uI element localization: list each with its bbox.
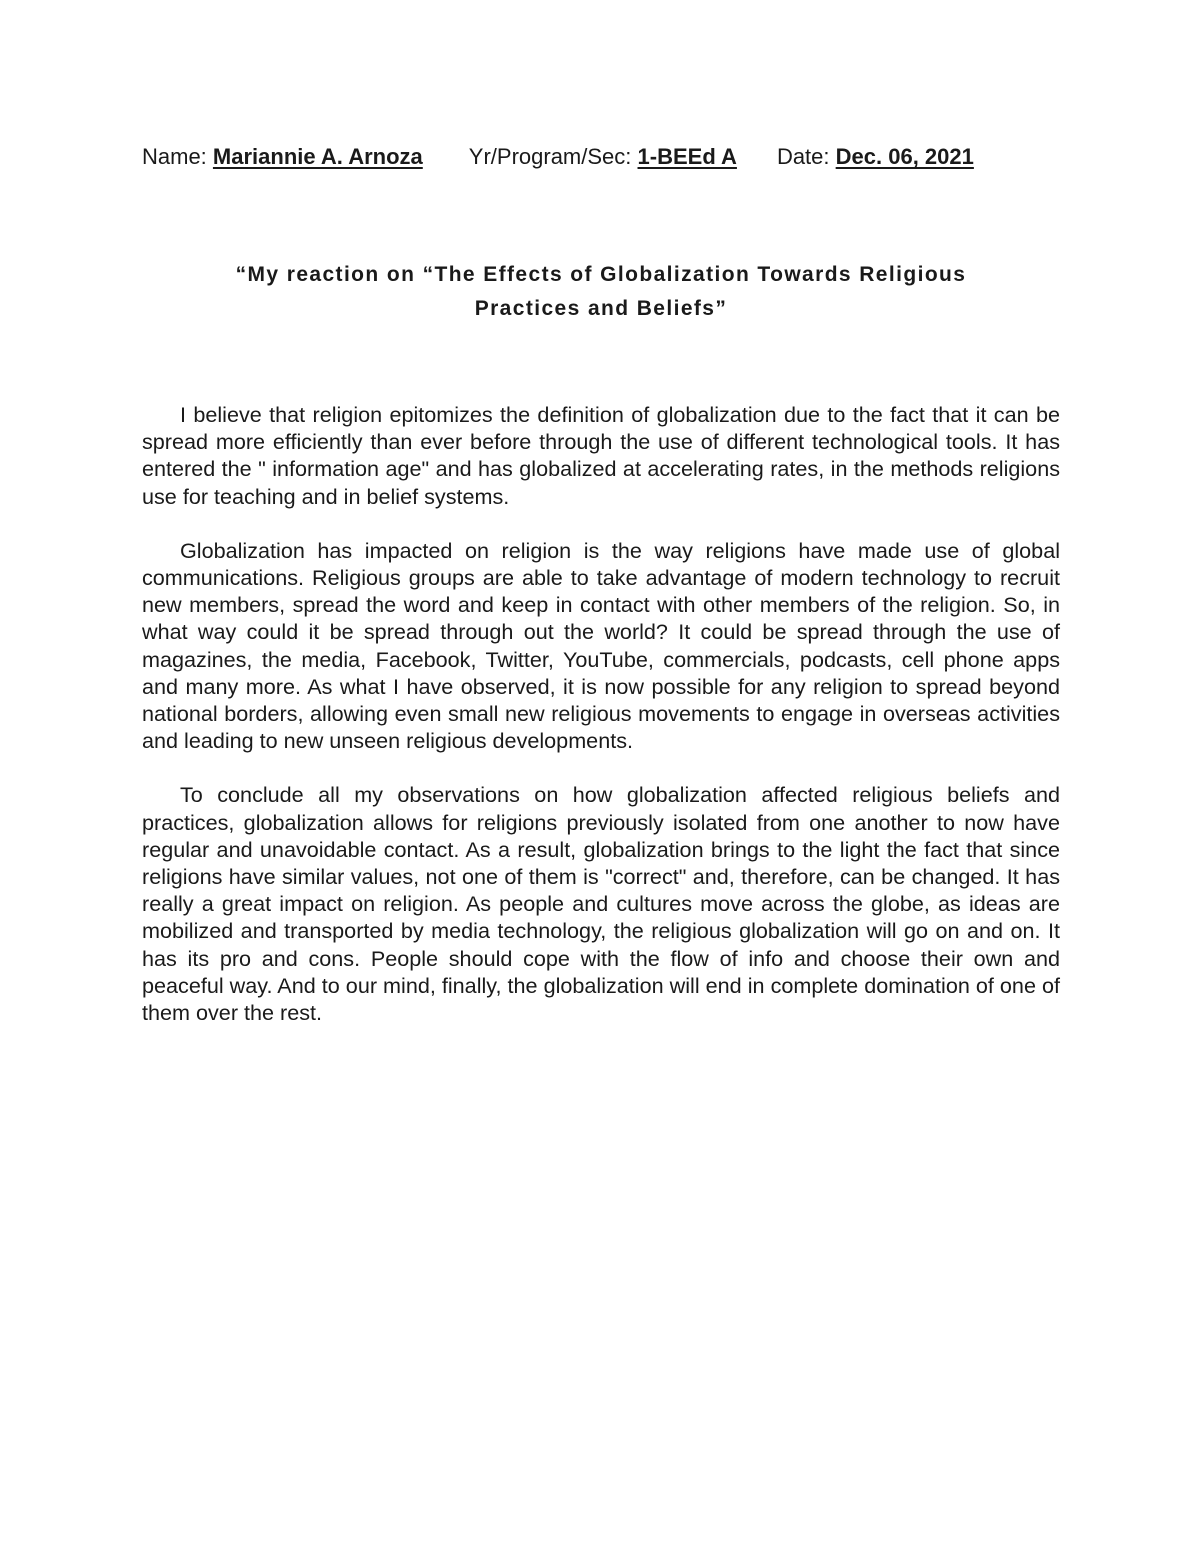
name-label: Name: [142,144,207,169]
title-line-2: Practices and Beliefs” [474,297,728,320]
program-value: 1-BEEd A [637,144,737,169]
paragraph-2: Globalization has impacted on religion is the way religions have made use of global communications. Religious groups are able to take advantage of modern technology to recruit new members, spread the word and keep in contact with other members of the religion. So, in what way could it be spread through out the world? It could be spread through the use of magazines, the media, Facebook, Twitter, YouTube, commercials, podcasts, cell phone apps and many more. As what I have observed, it is now possible for any religion to spread beyond national borders, allowing even small new religious movements to engage in overseas activities and leading to new unseen religious developments. [142,537,1060,754]
title-line-1: “My reaction on “The Effects of Globalization Towards Religious [235,263,967,286]
paragraph-1: I believe that religion epitomizes the definition of globalization due to the fact that it can be spread more efficiently than ever before through the use of different technological tools. It has entered the " information age" and has globalized at accelerating rates, in the methods religions use for teaching and in belief systems. [142,402,1060,509]
document-title [142,258,1060,326]
essay-body [142,401,1060,1026]
name-value: Mariannie A. Arnoza [212,144,423,169]
date-label: Date: [776,144,830,169]
name-field [142,142,423,172]
paragraph-3: To conclude all my observations on how globalization affected religious beliefs and practices, globalization allows for religions previously isolated from one another to now have regular and unavoidable contact. As a result, globalization brings to the light the fact that since religions have similar values, not one of them is "correct" and, therefore, can be changed. It has really a great impact on religion. As people and cultures move across the globe, as ideas are mobilized and transported by media technology, the religious globalization will go on and on. It has its pro and cons. People should cope with the flow of info and choose their own and peaceful way. And to our mind, finally, the globalization will end in complete domination of one of them over the rest. [142,782,1060,1026]
date-value: Dec. 06, 2021 [835,144,974,169]
date-field [777,142,974,172]
program-field [469,142,737,172]
program-label: Yr/Program/Sec: [468,144,632,169]
student-info-line [142,142,1062,172]
